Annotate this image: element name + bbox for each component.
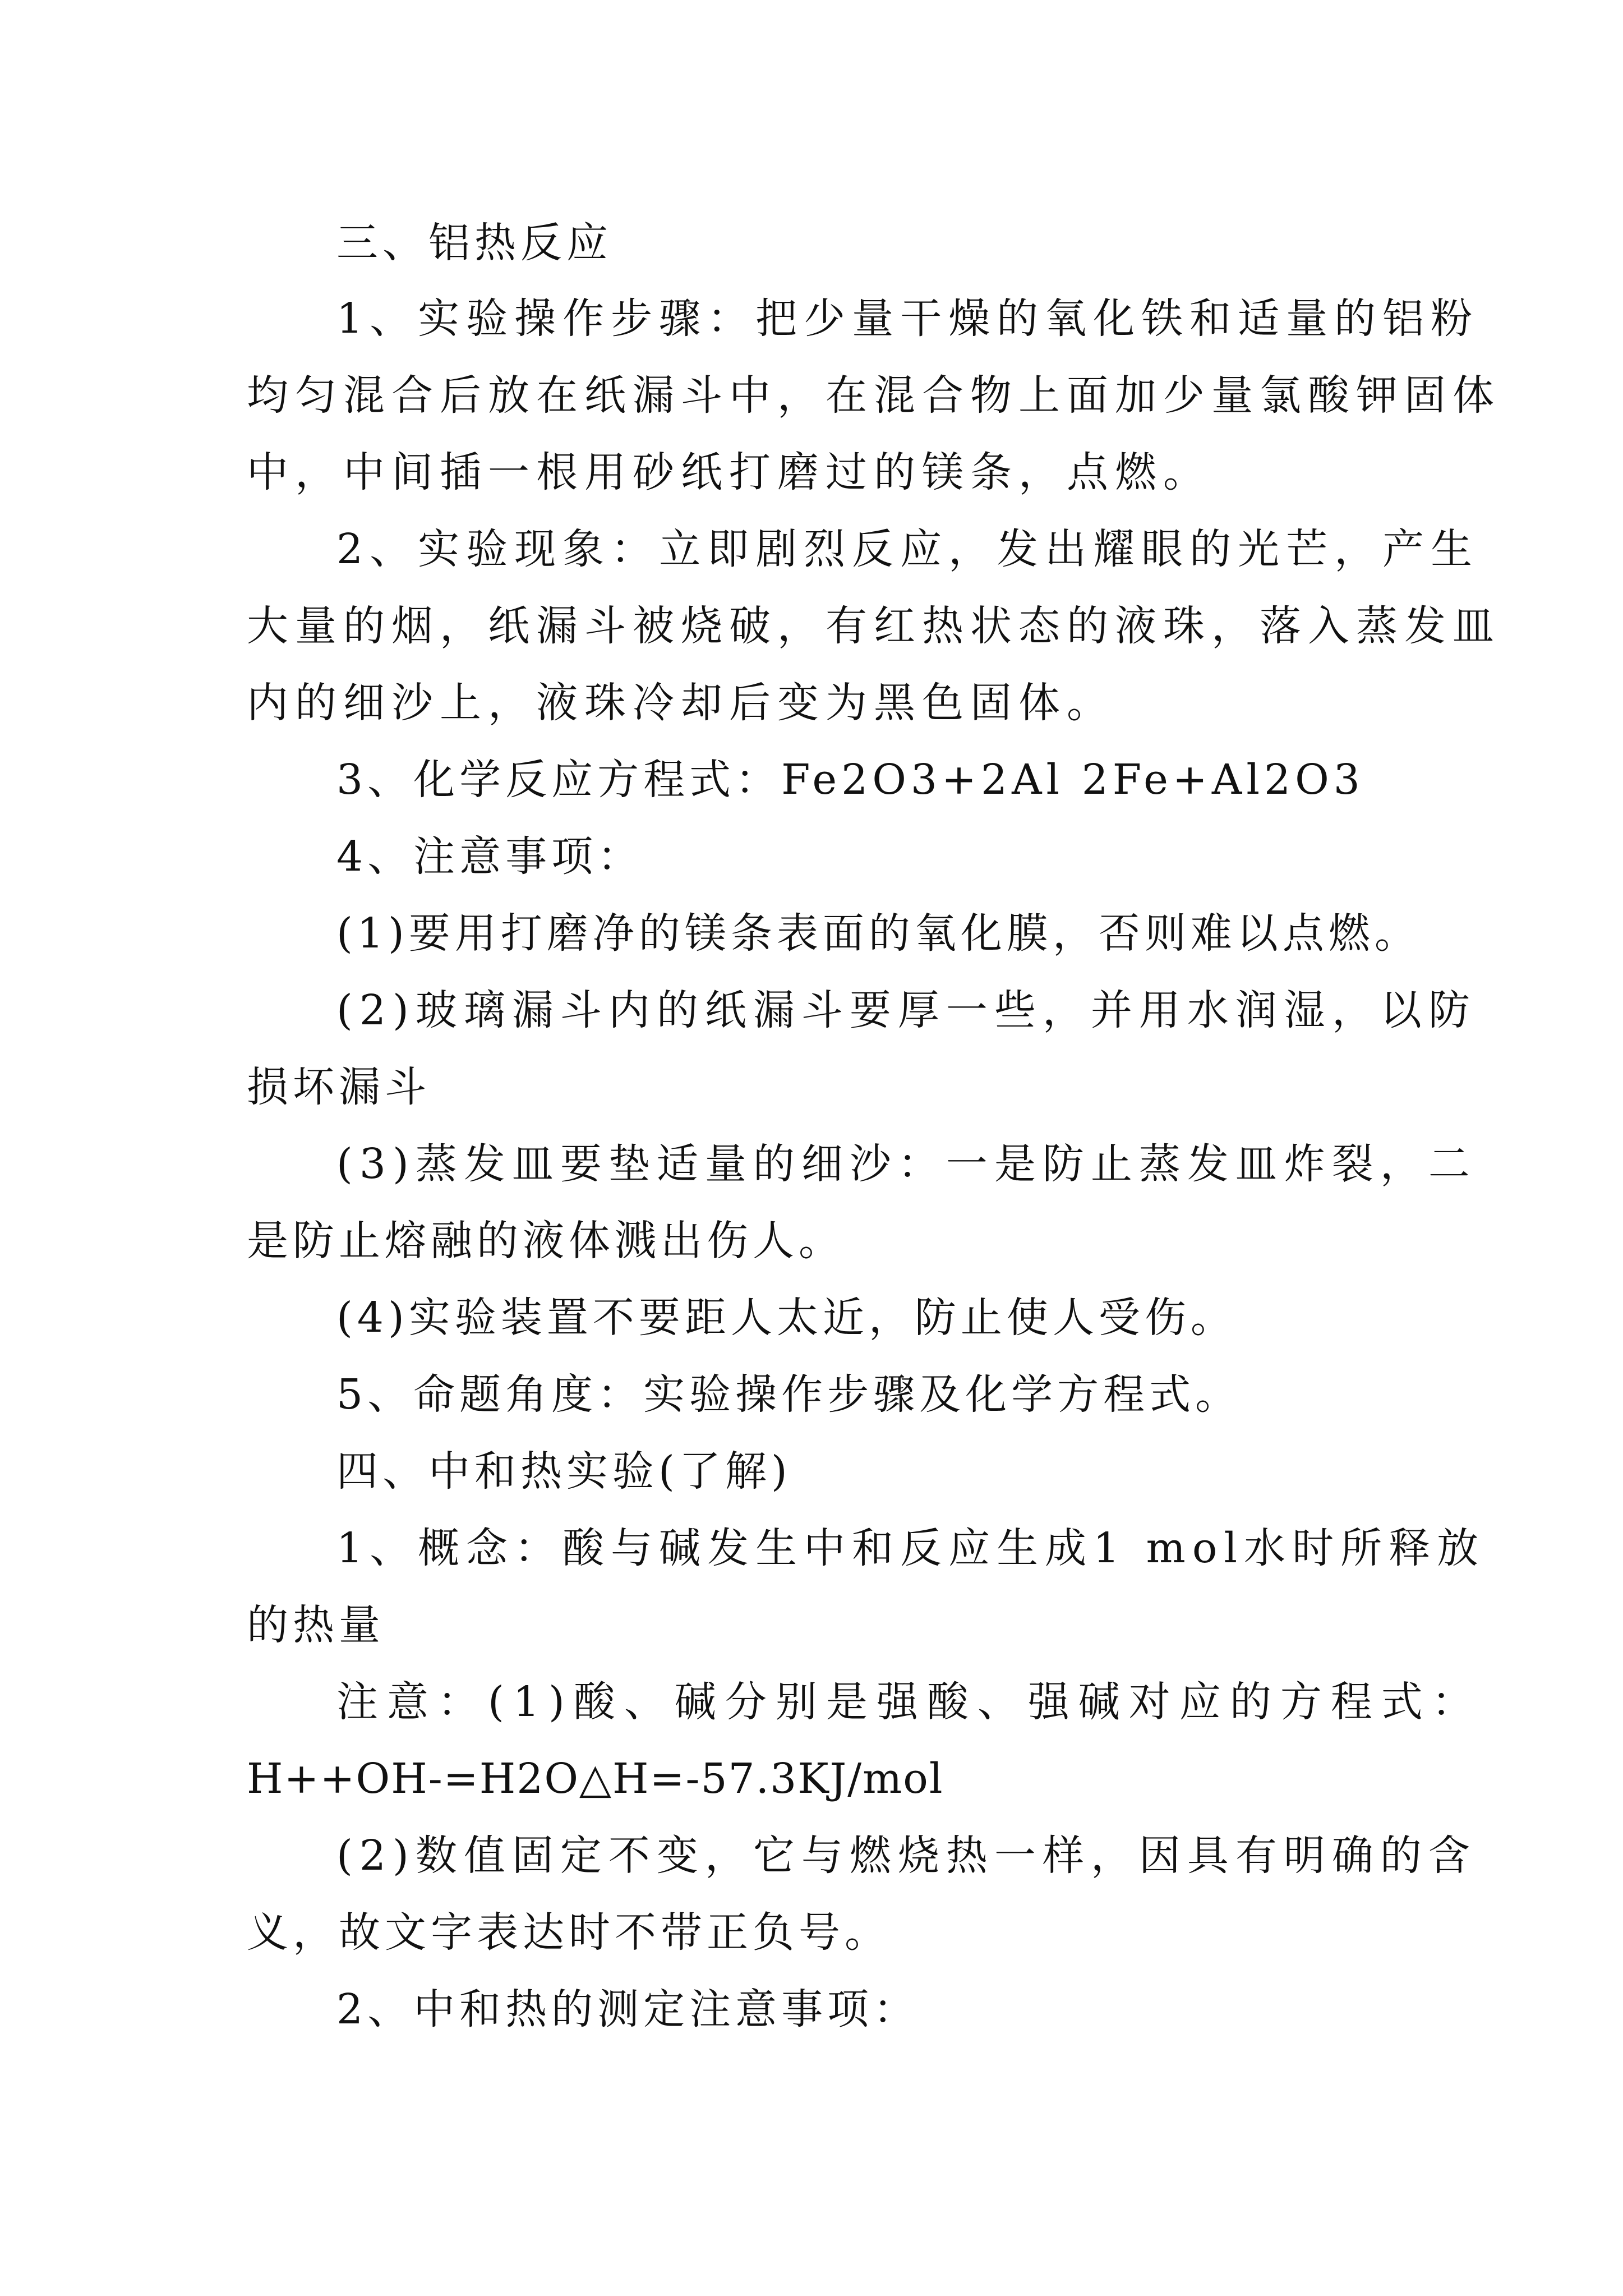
text-line: (4)实验装置不要距人太近，防止使人受伤。 (336, 1294, 1237, 1342)
text-line: 是防止熔融的液体溅出伤人。 (247, 1217, 845, 1265)
equation-line: 3、化学反应方程式：Fe2O3+2Al 2Fe+Al2O3 (336, 756, 1364, 804)
text-line: (3)蒸发皿要垫适量的细沙：一是防止蒸发皿炸裂，二 (336, 1140, 1477, 1188)
equation-line: H++OH-=H2O△H=-57.3KJ/mol (247, 1755, 944, 1803)
text-line: 1、实验操作步骤：把少量干燥的氧化铁和适量的铝粉 (336, 295, 1479, 343)
text-line: 2、中和热的测定注意事项： (336, 1985, 920, 2033)
text-line: 中，中间插一根用砂纸打磨过的镁条，点燃。 (247, 448, 1211, 496)
text-line: (1)要用打磨净的镁条表面的氧化膜，否则难以点燃。 (336, 909, 1421, 958)
text-line: 注意：(1)酸、碱分别是强酸、强碱对应的方程式： (336, 1678, 1482, 1726)
text-line: 1、概念：酸与碱发生中和反应生成1 mol水时所释放 (336, 1524, 1486, 1572)
text-line: (2)玻璃漏斗内的纸漏斗要厚一些，并用水润湿，以防 (336, 986, 1477, 1034)
text-line: 5、命题角度：实验操作步骤及化学方程式。 (336, 1370, 1242, 1419)
text-line: 义，故文字表达时不带正负号。 (247, 1908, 891, 1957)
text-line: 内的细沙上，液珠冷却后变为黑色固体。 (247, 679, 1115, 727)
section-heading-neutralization: 四、中和热实验(了解) (336, 1447, 792, 1496)
text-line: 均匀混合后放在纸漏斗中，在混合物上面加少量氯酸钾固体 (247, 371, 1501, 420)
text-line: 损坏漏斗 (247, 1063, 431, 1111)
text-line: 2、实验现象：立即剧烈反应，发出耀眼的光芒，产生 (336, 525, 1479, 573)
text-line: 4、注意事项： (336, 832, 644, 881)
text-line: 的热量 (247, 1601, 385, 1649)
text-line: 大量的烟，纸漏斗被烧破，有红热状态的液珠，落入蒸发皿 (247, 602, 1501, 650)
section-heading-thermite: 三、铝热反应 (336, 219, 612, 267)
text-line: (2)数值固定不变，它与燃烧热一样，因具有明确的含 (336, 1832, 1477, 1880)
